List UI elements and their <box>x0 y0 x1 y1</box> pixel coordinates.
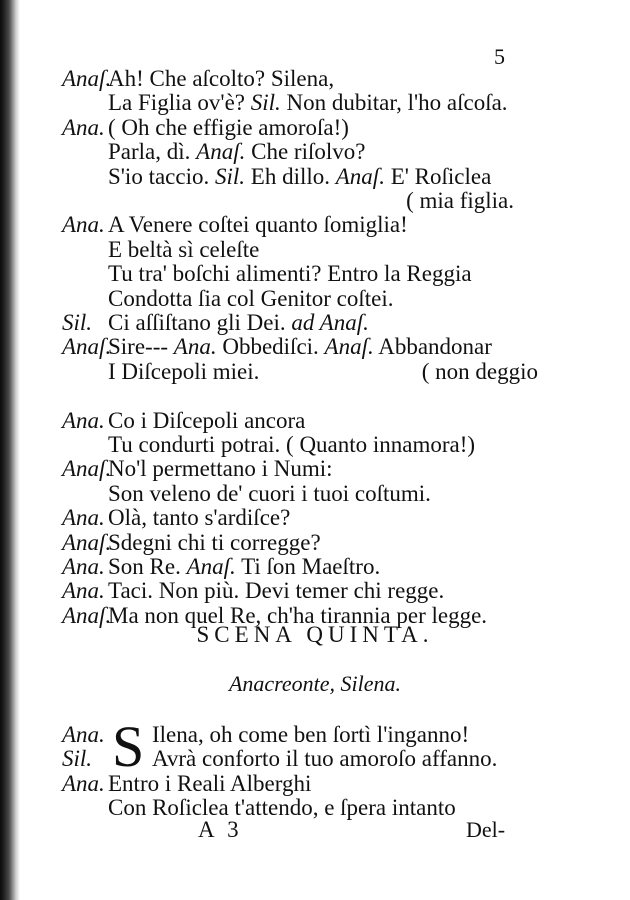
verse-line <box>108 164 491 190</box>
catchword: Del- <box>466 817 506 842</box>
verse-line <box>108 115 349 141</box>
speaker-tag: Ana. <box>62 407 105 433</box>
speaker-tag: Ana. <box>62 770 105 796</box>
verse-text: S'io taccio. <box>108 163 215 189</box>
speaker-inline-tag: Ana. <box>173 334 217 360</box>
speaker-tag: Anaſ. <box>62 66 112 91</box>
verse-text: Son veleno de' cuori i tuoi coſtumi. <box>108 480 431 506</box>
verse-line: Ilena, oh come ben ſortì l'inganno! <box>152 722 470 747</box>
verse-text: Taci. Non più. Devi temer chi regge. <box>108 578 445 604</box>
speaker-inline-tag: Anaſ. <box>196 139 246 165</box>
speaker-inline-tag: Anaſ. <box>186 554 236 579</box>
verse-line <box>108 456 333 482</box>
verse-line <box>108 212 408 238</box>
speaker-tag: Ana. <box>62 505 105 531</box>
scene-characters: Anacreonte, Silena. <box>228 671 402 696</box>
verse-text: Obbediſci. <box>216 334 325 360</box>
verse-line <box>108 554 380 580</box>
verse-line: Avrà conforto il tuo amoroſo affanno. <box>152 746 498 772</box>
verse-text: La Figlia ov'è? <box>108 90 251 116</box>
verse-line <box>108 505 290 531</box>
verse-text: ( non deggio <box>421 358 538 384</box>
speaker-tag: Sil. <box>62 746 93 772</box>
verse-text: No'l permettano i Numi: <box>108 456 333 482</box>
verse-text: Che riſolvo? <box>245 139 366 165</box>
signature-mark: A 3 <box>198 817 243 842</box>
verse-text: Sdegni chi ti corregge? <box>108 529 321 555</box>
verse-line <box>108 139 365 165</box>
verse-line <box>108 237 259 263</box>
speaker-tag: Anaſ. <box>62 602 112 628</box>
verse-text: Ma non quel Re, ch'ha tirannia per legge. <box>108 602 488 628</box>
verse-line <box>108 481 431 507</box>
verse-line: Con Roſiclea t'attendo, e ſpera intanto <box>108 795 456 821</box>
verse-text: Sire--- <box>108 334 174 360</box>
verse-line <box>108 432 475 458</box>
verse-text: Son Re. <box>108 554 187 579</box>
verse-text: Tu tra' boſchi alimenti? Entro la Reggia <box>108 261 472 287</box>
verse-text: Parla, dì. <box>108 139 197 165</box>
verse-text: Non dubitar, l'ho aſcoſa. <box>280 90 508 116</box>
speaker-inline-tag: Anaſ. <box>324 334 374 360</box>
verse-text: Condotta ſia col Genitor coſtei. <box>108 285 394 311</box>
verse-text: Ci aſſiſtano gli Dei. <box>108 310 292 335</box>
drop-cap: S <box>112 714 145 779</box>
speaker-inline-tag: ad Anaſ. <box>291 310 369 335</box>
scene-title: SCENA QUINTA. <box>196 622 434 647</box>
verse-text: ( Oh che effigie amoroſa!) <box>108 114 349 140</box>
verse-line <box>406 188 514 214</box>
verse-text: E' Roſiclea <box>384 163 492 189</box>
verse-line <box>108 578 444 604</box>
verse-text: Ah! Che aſcolto? Silena, <box>108 66 335 91</box>
speaker-tag: Ana. <box>62 554 105 579</box>
verse-line <box>108 334 492 360</box>
speaker-inline-tag: Sil. <box>214 163 246 189</box>
speaker-tag: Anaſ. <box>62 334 112 360</box>
verse-line <box>108 530 321 556</box>
verse-line <box>108 310 369 336</box>
speaker-tag: Anaſ. <box>62 456 112 482</box>
speaker-tag: Ana. <box>62 722 105 747</box>
verse-text: A Venere coſtei quanto ſomiglia! <box>108 212 408 238</box>
verse-line <box>108 286 394 312</box>
verse-text: Co i Diſcepoli ancora <box>108 407 306 433</box>
verse-text: I Diſcepoli miei. <box>108 358 260 384</box>
speaker-tag: Ana. <box>62 212 105 238</box>
verse-line: Entro i Reali Alberghi <box>108 770 312 796</box>
speaker-tag: Anaſ. <box>62 529 112 555</box>
verse-text: Olà, tanto s'ardiſce? <box>108 505 291 531</box>
speaker-inline-tag: Anaſ. <box>335 163 385 189</box>
verse-line <box>108 359 259 385</box>
verse-text: Eh dillo. <box>245 163 336 189</box>
verse-line <box>108 408 305 434</box>
speaker-tag: Ana. <box>62 578 105 604</box>
verse-line <box>108 66 334 92</box>
verse-line <box>108 90 508 116</box>
verse-text: ( mia figlia. <box>406 188 514 213</box>
speaker-tag: Ana. <box>62 114 105 140</box>
page-number: 5 <box>494 44 505 69</box>
verse-line <box>422 359 538 385</box>
verse-text: Ti ſon Maeſtro. <box>235 554 381 579</box>
speaker-inline-tag: Sil. <box>250 90 281 116</box>
verse-text: Tu condurti potrai. ( Quanto innamora!) <box>108 432 476 457</box>
verse-text: Abbandonar <box>373 334 492 360</box>
speaker-tag: Sil. <box>62 310 93 335</box>
verse-text: E beltà sì celeſte <box>108 236 260 262</box>
verse-line <box>108 261 472 287</box>
